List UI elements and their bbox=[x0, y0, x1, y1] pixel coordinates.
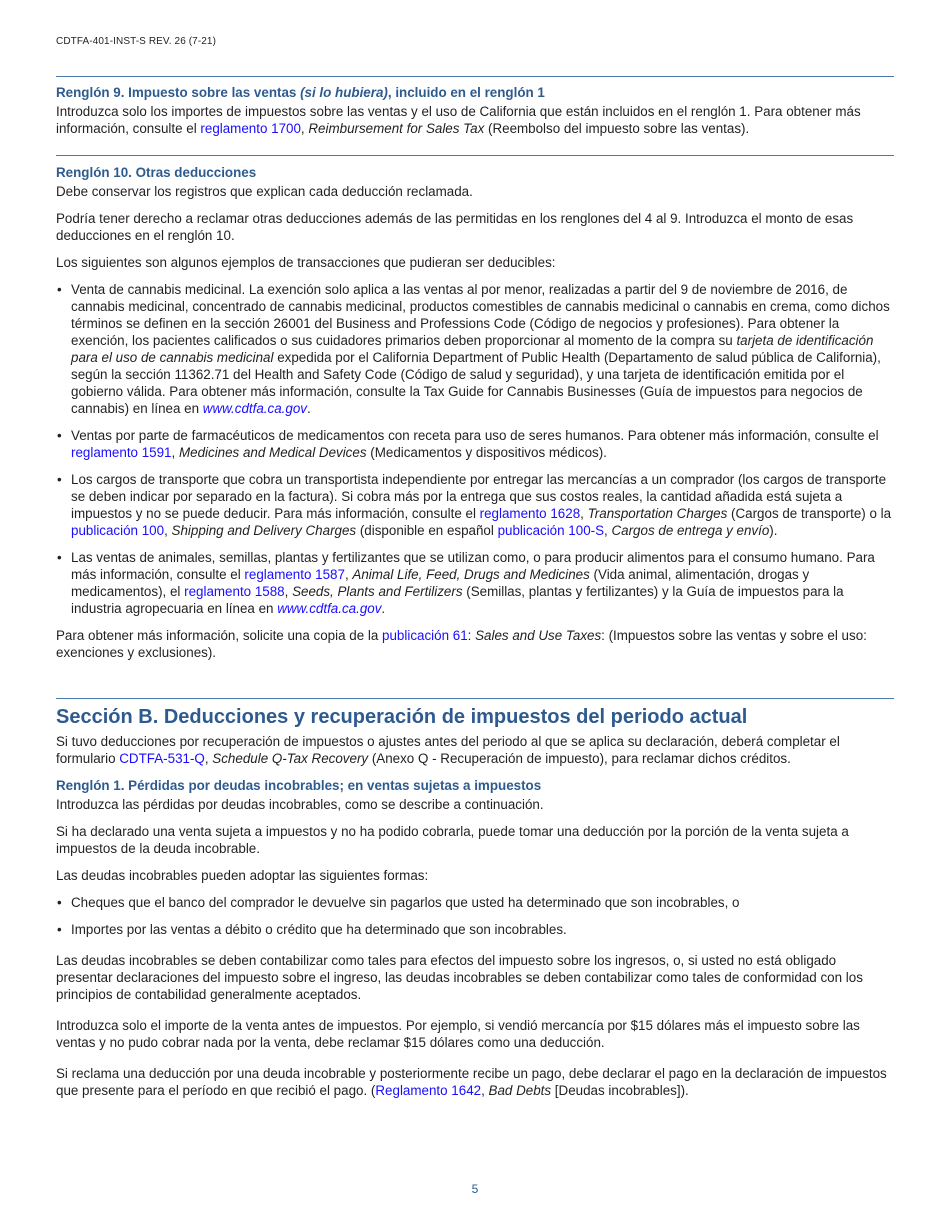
line-10-p4: Para obtener más información, solicite una copia de la publicación 61: Sales and Use Taxes: (Impuestos sobre las ventas y sobre el uso: exenciones y exclusiones). bbox=[56, 628, 867, 660]
section-b bbox=[56, 705, 894, 1109]
reg-1642-link[interactable]: Reglamento 1642 bbox=[375, 1083, 482, 1098]
line-1-heading: Renglón 1. Pérdidas por deudas incobrables; en ventas sujetas a impuestos bbox=[56, 778, 542, 793]
pub-61-link[interactable]: publicación 61 bbox=[382, 628, 468, 643]
list-item: • Los cargos de transporte que cobra un transportista independiente por entregar las mercancías a un comprador (los cargos de transporte se deben indicar por separado en la factura). Si cobra más por la entrega que sus costos reales, la cantidad añadida está sujeta a impuestos y no se puede deducir. Para más información, consulte el reglamento 1628, Transportation Charges (Cargos de transporte) o la publicación 100, Shipping and Delivery Charges (disponible en español publicación 100-S, Cargos de entrega y envío). bbox=[57, 472, 892, 538]
list-item: • Importes por las ventas a débito o crédito que ha determinado que son incobrables. bbox=[57, 922, 567, 937]
section-b-p3: Si ha declarado una venta sujeta a impuestos y no ha podido cobrarla, puede tomar una deducción por la porción de la venta sujeta a impuestos de la deuda incobrable. bbox=[56, 824, 849, 856]
line-10-p3: Los siguientes son algunos ejemplos de transacciones que pudieran ser deducibles: bbox=[56, 255, 556, 270]
section-b-p2: Introduzca las pérdidas por deudas incobrables, como se describe a continuación. bbox=[56, 797, 544, 812]
reg-1591-link[interactable]: reglamento 1591 bbox=[71, 445, 172, 460]
line-9-text: Introduzca solo los importes de impuestos sobre las ventas y el uso de California que están incluidos en el renglón 1. Para obtener más información, consulte el reglamento 1700, Reimbursement for Sales Tax (Reembolso del impuesto sobre las ventas). bbox=[56, 104, 861, 136]
line-10-p2: Podría tener derecho a reclamar otras deducciones además de las permitidas en los renglones del 4 al 9. Introduzca el monto de esas deducciones en el renglón 10. bbox=[56, 211, 854, 243]
section-b-heading: Sección B. Deducciones y recuperación de impuestos del periodo actual bbox=[56, 706, 748, 728]
cdtfa-531-q-link[interactable]: CDTFA-531-Q bbox=[119, 751, 205, 766]
line-10-heading: Renglón 10. Otras deducciones bbox=[56, 165, 257, 180]
section-b-p4: Las deudas incobrables pueden adoptar las siguientes formas: bbox=[56, 868, 429, 883]
section-b-p7: Si reclama una deducción por una deuda incobrable y posteriormente recibe un pago, debe declarar el pago en la declaración de impuestos que presente para el período en que recibió el pago. (Reglamento 1642, Bad Debts [Deudas incobrables]). bbox=[56, 1066, 887, 1098]
form-code: CDTFA-401-INST-S REV. 26 (7-21) bbox=[56, 36, 217, 47]
reg-1628-link[interactable]: reglamento 1628 bbox=[479, 506, 581, 521]
section-b-intro: Si tuvo deducciones por recuperación de impuestos o ajustes antes del periodo al que se aplica su declaración, deberá completar el formulario CDTFA-531-Q, Schedule Q-Tax Recovery (Anexo Q - Recuperación de impuesto), para reclamar dichos créditos. bbox=[56, 734, 840, 766]
deductions-list bbox=[56, 281, 894, 617]
pub-100-link[interactable]: publicación 100 bbox=[71, 523, 165, 538]
line-10-section bbox=[56, 164, 894, 671]
list-item: • Cheques que el banco del comprador le devuelve sin pagarlos que usted ha determinado que son incobrables, o bbox=[57, 895, 740, 910]
section-b-p5: Las deudas incobrables se deben contabilizar como tales para efectos del impuesto sobre los ingresos, o, si usted no está obligado presentar declaraciones del impuesto sobre el ingreso, las deudas incobrables se deben contabilizar como tales de conformidad con los principios de contabilidad generalmente aceptados. bbox=[56, 953, 863, 1002]
line-9-section bbox=[56, 84, 894, 147]
list-item: • Las ventas de animales, semillas, plantas y fertilizantes que se utilizan como, o para producir alimentos para el consumo humano. Para más información, consulte el reglamento 1587, Animal Life, Feed, Drugs and Medicines (Vida animal, alimentación, drogas y medicamentos), el reglamento 1588, Seeds, Plants and Fertilizers (Semillas, plantas y fertilizantes) y la Guía de impuestos para la industria agropecuaria en línea en www.cdtfa.ca.gov. bbox=[57, 550, 875, 616]
line-9-heading: Renglón 9. Impuesto sobre las ventas (si lo hubiera), incluido en el renglón 1 bbox=[56, 85, 545, 100]
reg-1587-link[interactable]: reglamento 1587 bbox=[244, 567, 345, 582]
section-divider bbox=[56, 155, 894, 156]
list-item: • Venta de cannabis medicinal. La exención solo aplica a las ventas al por menor, realizadas a partir del 9 de noviembre de 2016, de cannabis medicinal, concentrado de cannabis medicinal, productos comestibles de cannabis medicinal o cannabis en crema, como dichos términos se definen en la sección 26001 del Business and Professions Code (Código de negocios y profesiones). Para obtener la exención, los pacientes calificados o sus cuidadores primarios deben proporcionar al momento de la compra su tarjeta de identificación para el uso de cannabis medicinal expedida por el California Department of Public Health (Departamento de salud pública de California), según la sección 11362.71 del Health and Safety Code (Código de salud y seguridad), y una tarjeta de identificación emitida por el gobierno válida. Para obtener más información, consulte la Tax Guide for Cannabis Businesses (Guía de impuestos para negocios de cannabis) en línea en www.cdtfa.ca.gov. bbox=[57, 282, 890, 416]
reg-1700-link[interactable]: reglamento 1700 bbox=[200, 121, 301, 136]
page-number: 5 bbox=[471, 1182, 479, 1196]
cdtfa-website-link[interactable]: www.cdtfa.ca.gov bbox=[277, 601, 382, 616]
line-10-p1: Debe conservar los registros que explican cada deducción reclamada. bbox=[56, 184, 473, 199]
pub-100s-link[interactable]: publicación 100-S bbox=[497, 523, 605, 538]
bad-debts-list bbox=[56, 894, 894, 938]
list-item: • Ventas por parte de farmacéuticos de medicamentos con receta para uso de seres humanos. Para obtener más información, consulte el reglamento 1591, Medicines and Medical Devices (Medicamentos y dispositivos médicos). bbox=[57, 428, 879, 460]
section-divider bbox=[56, 76, 894, 77]
reg-1588-link[interactable]: reglamento 1588 bbox=[184, 584, 285, 599]
section-b-p6: Introduzca solo el importe de la venta antes de impuestos. Por ejemplo, si vendió mercancía por $15 dólares más el impuesto sobre las ventas y no pudo cobrar nada por la venta, debe reclamar $15 dólares como una deducción. bbox=[56, 1018, 860, 1050]
cdtfa-website-link[interactable]: www.cdtfa.ca.gov bbox=[202, 401, 307, 416]
section-divider bbox=[56, 698, 894, 699]
